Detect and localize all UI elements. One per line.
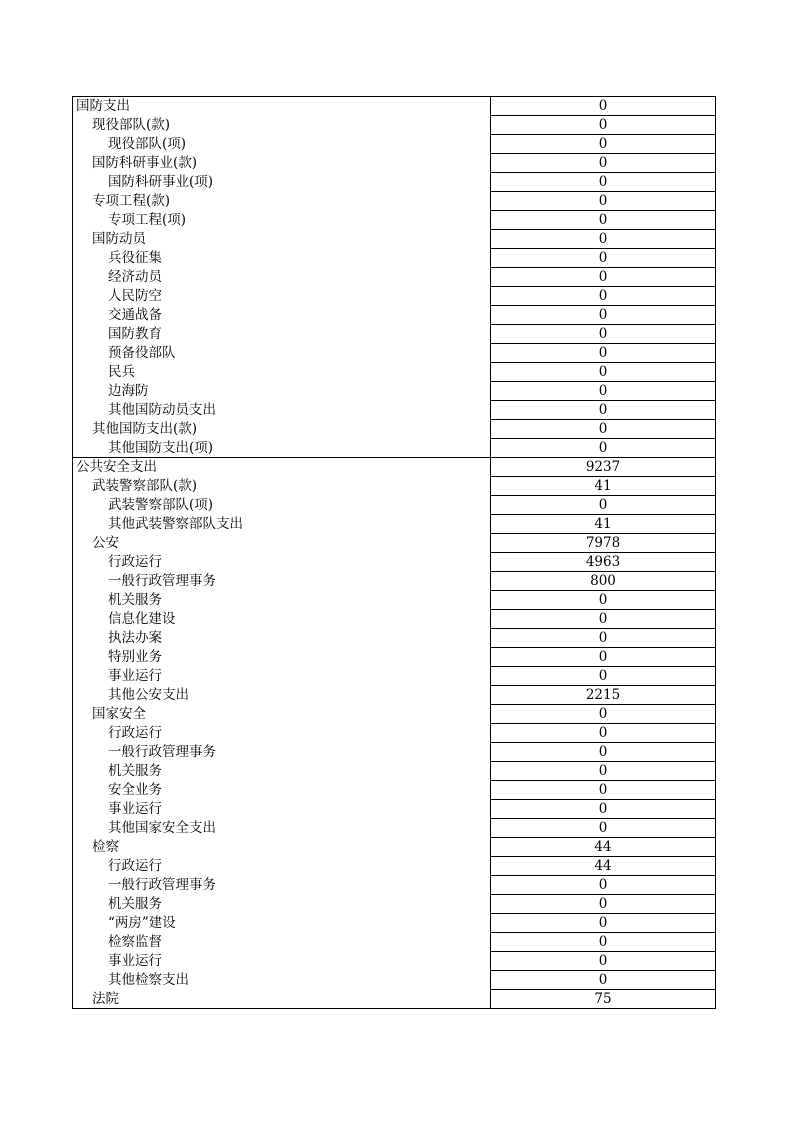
row-value: 2215	[491, 686, 716, 705]
table-row	[73, 477, 716, 496]
table-row	[73, 420, 716, 439]
table-row	[73, 306, 716, 325]
row-value: 41	[491, 515, 716, 534]
row-value: 0	[491, 211, 716, 230]
row-value: 75	[491, 990, 716, 1009]
row-label: 机关服务	[73, 762, 491, 781]
table-row	[73, 591, 716, 610]
table-row	[73, 287, 716, 306]
row-label: 行政运行	[73, 553, 491, 572]
row-label: 检察监督	[73, 933, 491, 952]
row-label: 行政运行	[73, 724, 491, 743]
row-value: 0	[491, 667, 716, 686]
row-label: 国防教育	[73, 325, 491, 344]
row-value: 0	[491, 420, 716, 439]
row-label: 行政运行	[73, 857, 491, 876]
row-label: 机关服务	[73, 591, 491, 610]
row-label: 其他国防支出(项)	[73, 439, 491, 458]
row-label: 经济动员	[73, 268, 491, 287]
table-row	[73, 914, 716, 933]
row-label: 一般行政管理事务	[73, 572, 491, 591]
row-value: 0	[491, 724, 716, 743]
row-value: 0	[491, 401, 716, 420]
row-value: 0	[491, 629, 716, 648]
table-row	[73, 230, 716, 249]
row-value: 9237	[491, 458, 716, 477]
table-row	[73, 933, 716, 952]
table-row	[73, 553, 716, 572]
table-row	[73, 382, 716, 401]
row-label: 法院	[73, 990, 491, 1009]
table-row	[73, 344, 716, 363]
table-row	[73, 154, 716, 173]
row-value: 0	[491, 610, 716, 629]
row-label: 事业运行	[73, 952, 491, 971]
table-row	[73, 762, 716, 781]
table-row	[73, 268, 716, 287]
table-row	[73, 192, 716, 211]
row-value: 0	[491, 173, 716, 192]
row-label: 边海防	[73, 382, 491, 401]
table-row	[73, 743, 716, 762]
row-label: 兵役征集	[73, 249, 491, 268]
row-label: 专项工程(项)	[73, 211, 491, 230]
row-label: 其他国防支出(款)	[73, 420, 491, 439]
row-label: 国防动员	[73, 230, 491, 249]
table-row	[73, 97, 716, 116]
row-value: 0	[491, 439, 716, 458]
table-row	[73, 952, 716, 971]
table-row	[73, 211, 716, 230]
row-label: 人民防空	[73, 287, 491, 306]
row-label: 事业运行	[73, 800, 491, 819]
row-value: 0	[491, 933, 716, 952]
row-label: 一般行政管理事务	[73, 876, 491, 895]
row-value: 800	[491, 572, 716, 591]
row-value: 0	[491, 591, 716, 610]
row-value: 4963	[491, 553, 716, 572]
table-row	[73, 439, 716, 458]
row-label: 交通战备	[73, 306, 491, 325]
row-label: 执法办案	[73, 629, 491, 648]
row-value: 0	[491, 952, 716, 971]
table-row	[73, 857, 716, 876]
row-value: 0	[491, 287, 716, 306]
row-label: 其他检察支出	[73, 971, 491, 990]
table-row	[73, 363, 716, 382]
row-value: 41	[491, 477, 716, 496]
row-value: 0	[491, 230, 716, 249]
row-value: 0	[491, 306, 716, 325]
row-label: 检察	[73, 838, 491, 857]
row-label: 其他国防动员支出	[73, 401, 491, 420]
row-label: 机关服务	[73, 895, 491, 914]
row-value: 0	[491, 97, 716, 116]
table-row	[73, 116, 716, 135]
budget-table-body	[73, 97, 716, 1009]
row-value: 7978	[491, 534, 716, 553]
table-row	[73, 572, 716, 591]
row-label: 现役部队(项)	[73, 135, 491, 154]
row-label: 民兵	[73, 363, 491, 382]
row-value: 0	[491, 914, 716, 933]
table-row	[73, 971, 716, 990]
table-row	[73, 990, 716, 1009]
row-label: 国防科研事业(项)	[73, 173, 491, 192]
row-value: 0	[491, 496, 716, 515]
row-label: 专项工程(款)	[73, 192, 491, 211]
row-label: 其他国家安全支出	[73, 819, 491, 838]
table-row	[73, 648, 716, 667]
table-row	[73, 724, 716, 743]
table-row	[73, 705, 716, 724]
table-row	[73, 686, 716, 705]
row-label: 安全业务	[73, 781, 491, 800]
row-label: 其他公安支出	[73, 686, 491, 705]
row-label: 国家安全	[73, 705, 491, 724]
row-value: 0	[491, 876, 716, 895]
table-row	[73, 610, 716, 629]
table-row	[73, 800, 716, 819]
row-label: “两房”建设	[73, 914, 491, 933]
table-row	[73, 249, 716, 268]
row-value: 0	[491, 249, 716, 268]
table-row	[73, 895, 716, 914]
row-value: 0	[491, 971, 716, 990]
table-row	[73, 496, 716, 515]
row-value: 0	[491, 743, 716, 762]
row-value: 0	[491, 781, 716, 800]
row-label: 武装警察部队(项)	[73, 496, 491, 515]
table-row	[73, 515, 716, 534]
row-value: 44	[491, 857, 716, 876]
row-value: 0	[491, 895, 716, 914]
row-value: 0	[491, 705, 716, 724]
row-value: 0	[491, 344, 716, 363]
table-row	[73, 667, 716, 686]
row-value: 0	[491, 382, 716, 401]
row-label: 一般行政管理事务	[73, 743, 491, 762]
row-value: 0	[491, 268, 716, 287]
row-value: 0	[491, 819, 716, 838]
row-label: 特别业务	[73, 648, 491, 667]
row-value: 0	[491, 363, 716, 382]
row-label: 信息化建设	[73, 610, 491, 629]
row-value: 44	[491, 838, 716, 857]
table-row	[73, 819, 716, 838]
table-row	[73, 781, 716, 800]
table-row	[73, 629, 716, 648]
row-label: 公共安全支出	[73, 458, 491, 477]
row-value: 0	[491, 135, 716, 154]
table-row	[73, 401, 716, 420]
table-row	[73, 838, 716, 857]
budget-table	[72, 96, 716, 1009]
row-value: 0	[491, 154, 716, 173]
row-label: 预备役部队	[73, 344, 491, 363]
row-value: 0	[491, 762, 716, 781]
table-row	[73, 458, 716, 477]
row-value: 0	[491, 648, 716, 667]
row-value: 0	[491, 116, 716, 135]
row-label: 国防科研事业(款)	[73, 154, 491, 173]
row-label: 现役部队(款)	[73, 116, 491, 135]
row-label: 事业运行	[73, 667, 491, 686]
row-value: 0	[491, 800, 716, 819]
row-label: 公安	[73, 534, 491, 553]
table-row	[73, 135, 716, 154]
row-value: 0	[491, 192, 716, 211]
row-label: 国防支出	[73, 97, 491, 116]
row-label: 武装警察部队(款)	[73, 477, 491, 496]
row-value: 0	[491, 325, 716, 344]
table-row	[73, 173, 716, 192]
table-row	[73, 876, 716, 895]
table-row	[73, 325, 716, 344]
row-label: 其他武装警察部队支出	[73, 515, 491, 534]
table-row	[73, 534, 716, 553]
